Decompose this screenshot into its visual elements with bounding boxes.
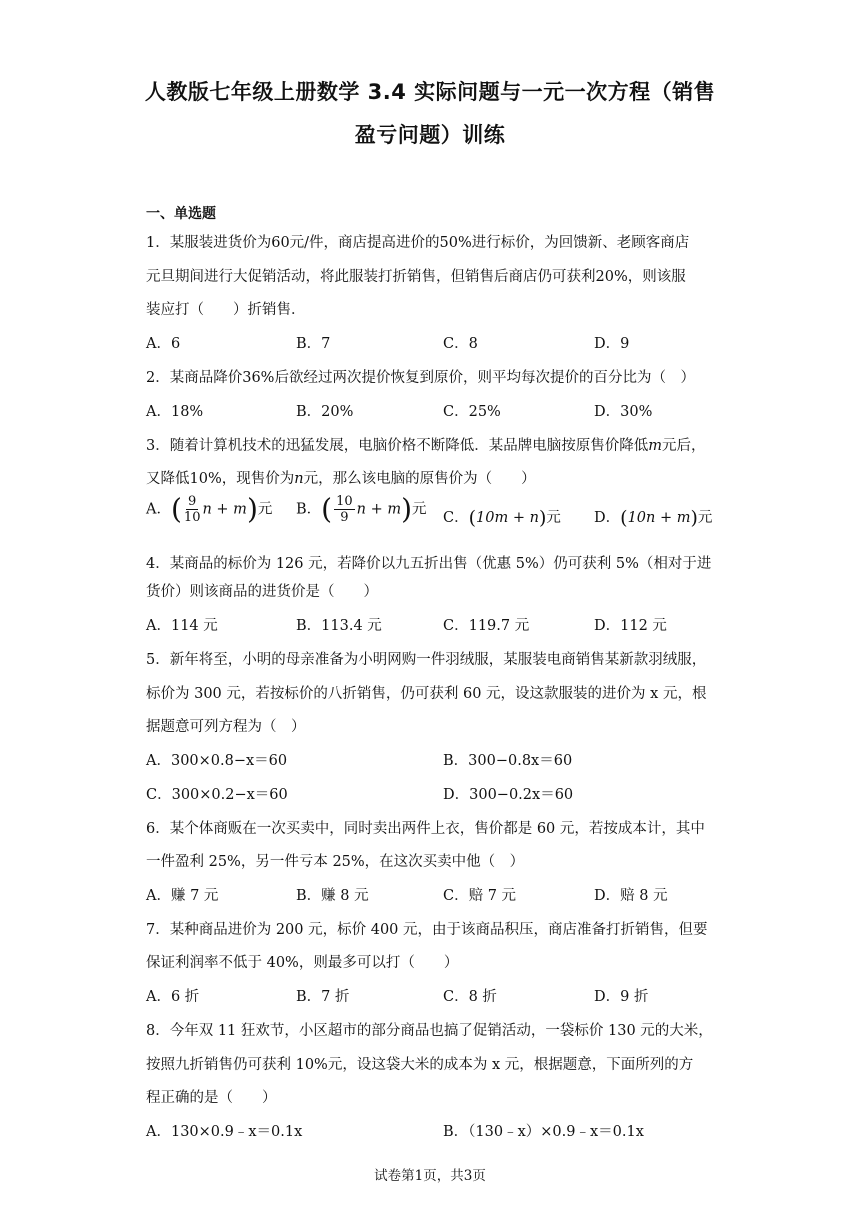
q2-option-b: B．20% [296,404,354,420]
section-heading: 一、单选题 [146,206,216,222]
q6-line1: 6．某个体商贩在一次买卖中，同时卖出两件上衣，售价都是 60 元，若按成本计，其中 [146,821,705,837]
q7-option-b: B．7 折 [296,989,350,1005]
q8-option-b: B．（130﹣x）×0.9﹣x＝0.1x [443,1124,644,1140]
q3-line2: 又降低10%，现售价为n元，那么该电脑的原售价为（ ） [146,471,536,487]
page-footer: 试卷第1页，共3页 [374,1168,486,1184]
q1-option-b: B．7 [296,336,331,352]
q7-line1: 7．某种商品进价为 200 元，标价 400 元，由于该商品积压，商店准备打折销售，但要 [146,922,708,938]
q5-line3: 据题意可列方程为（ ） [146,719,306,735]
q7-option-a: A．6 折 [146,989,200,1005]
q6-option-a: A．赚 7 元 [146,888,219,904]
q4-option-a: A．114 元 [146,618,218,634]
page-title-line1: 人教版七年级上册数学 3.4 实际问题与一元一次方程（销售 [144,80,716,104]
page-title-line2: 盈亏问题）训练 [354,123,506,147]
q4-option-d: D．112 元 [594,618,667,634]
q5-line2: 标价为 300 元，若按标价的八折销售，仍可获利 60 元，设这款服装的进价为 x 元，根 [146,686,707,702]
q1-option-d: D．9 [594,336,630,352]
q2-line1: 2．某商品降价36%后欲经过两次提价恢复到原价，则平均每次提价的百分比为（ ） [146,370,695,386]
q3-option-c: C．(10m + n)元 [443,507,561,529]
q6-option-d: D．赔 8 元 [594,888,668,904]
q4-line1: 4．某商品的标价为 126 元，若降价以九五折出售（优惠 5%）仍可获利 5%（相对于进 [146,556,712,572]
q5-option-b: B．300−0.8x＝60 [443,753,573,769]
q6-line2: 一件盈利 25%，另一件亏本 25%，在这次买卖中他（ ） [146,854,525,870]
q1-line3: 装应打（ ）折销售． [146,302,306,318]
q6-option-c: C．赔 7 元 [443,888,517,904]
q7-option-c: C．8 折 [443,989,497,1005]
q4-option-c: C．119.7 元 [443,618,530,634]
q1-option-a: A．6 [146,336,181,352]
q2-option-c: C．25% [443,404,501,420]
q3-option-d: D．(10n + m)元 [594,507,713,529]
q4-option-b: B．113.4 元 [296,618,382,634]
q7-option-d: D．9 折 [594,989,649,1005]
q1-line2: 元旦期间进行大促销活动，将此服装打折销售，但销售后商店仍可获利20%，则该服 [146,269,686,285]
q8-line3: 程正确的是（ ） [146,1090,277,1106]
q8-line2: 按照九折销售仍可获利 10%元，设这袋大米的成本为 x 元，根据题意，下面所列的方 [146,1057,694,1073]
q5-option-d: D．300−0.2x＝60 [443,787,574,803]
q3-line1: 3．随着计算机技术的迅猛发展，电脑价格不断降低．某品牌电脑按原售价降低m元后， [146,438,706,454]
q4-line2: 货价）则该商品的进货价是（ ） [146,584,378,600]
q5-option-c: C．300×0.2−x＝60 [146,787,288,803]
q5-option-a: A．300×0.8−x＝60 [146,753,288,769]
q1-line1: 1．某服装进货价为60元/件，商店提高进价的50%进行标价，为回馈新、老顾客商店 [146,235,690,251]
q2-option-a: A．18% [146,404,204,420]
q1-option-c: C．8 [443,336,478,352]
q5-line1: 5．新年将至，小明的母亲准备为小明网购一件羽绒服，某服装电商销售某新款羽绒服， [146,652,707,668]
q6-option-b: B．赚 8 元 [296,888,369,904]
q8-option-a: A．130×0.9﹣x＝0.1x [146,1124,303,1140]
q3-option-b: B．( $\frac{10}{9}$ n + m)元 [296,492,427,526]
q2-option-d: D．30% [594,404,653,420]
q7-line2: 保证利润率不低于 40%，则最多可以打（ ） [146,955,459,971]
q8-line1: 8．今年双 11 狂欢节，小区超市的部分商品也搞了促销活动，一袋标价 130 元的大米， [146,1023,713,1039]
q3-option-a: A．( $\frac{9}{10}$ n + m)元 [146,492,273,526]
